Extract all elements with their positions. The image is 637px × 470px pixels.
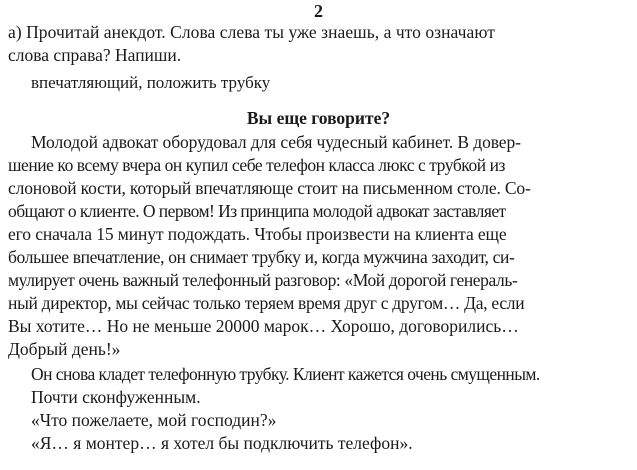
story-line: мулирует очень важный телефонный разговор: «Мой дорогой генераль- [8,270,518,290]
story-line: слоновой кости, который впечатляюще стоит на письменном столе. Со- [8,178,531,198]
vocabulary-words: впечатляющий, положить трубку [31,73,271,92]
story-line: общают о клиенте. О первом! Из принципа молодой адвокат заставляет [8,201,506,221]
story-line: «Что пожелаете, мой господин?» [31,410,277,430]
story-title: Вы еще говорите? [246,108,391,128]
story-line: Добрый день!» [8,339,121,359]
story-line: Он снова кладет телефонную трубку. Клиент кажется очень смущенным. [31,364,540,384]
story-line: «Я… я монтер… я хотел бы подключить телефон». [31,433,413,453]
story-line: Вы хотите… Но не меньше 20000 марок… Хорошо, договорились… [8,316,519,336]
story-line: ный директор, мы сейчас только теряем время друг с другом… Да, если [8,293,525,313]
task-instruction-line-2: слова справа? Напиши. [8,45,182,65]
story-line: его сначала 15 минут подождать. Чтобы произвести на клиента еще [8,224,507,244]
task-instruction-line-1: а) Прочитай анекдот. Слова слева ты уже знаешь, а что означают [8,22,495,42]
story-line: шение ко всему вчера он купил себе телефон класса люкс с трубкой из [8,155,505,175]
story-line: Почти сконфуженным. [31,387,201,407]
story-line: Молодой адвокат оборудовал для себя чудесный кабинет. В довер- [31,132,521,152]
story-line: большее впечатление, он снимает трубку и, когда мужчина заходит, си- [8,247,515,267]
exercise-number: 2 [314,1,323,21]
